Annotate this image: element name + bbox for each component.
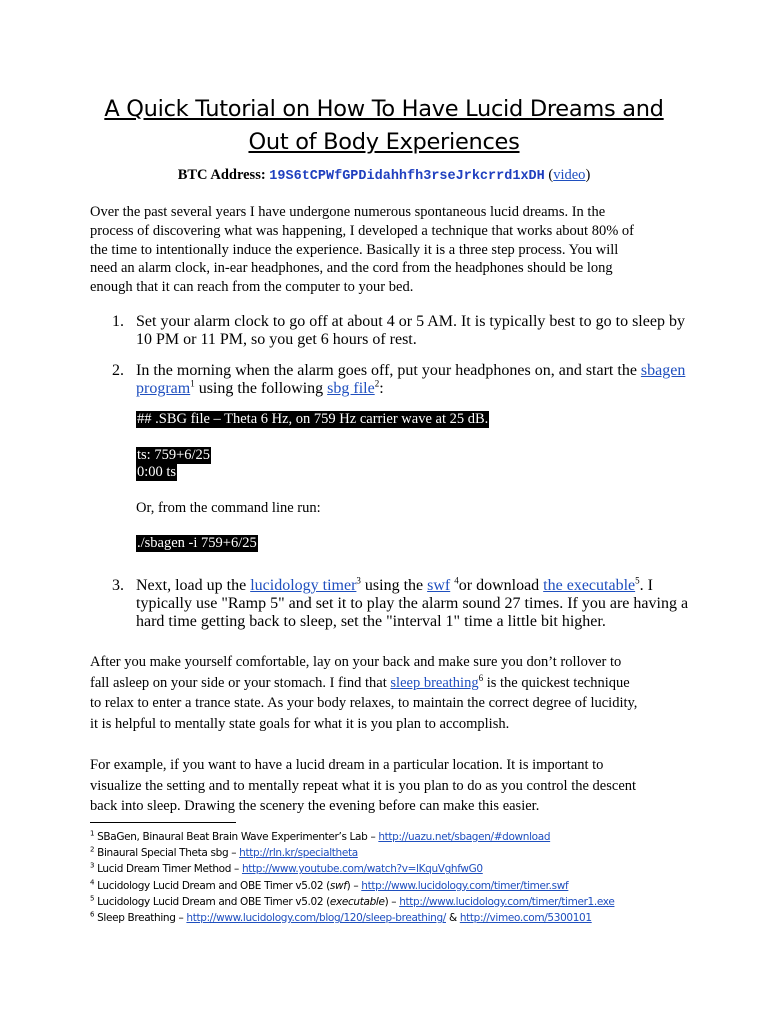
footnote-text: Lucid Dream Timer Method – [94, 863, 242, 876]
footnote-number: 3 [90, 861, 95, 870]
footnote-ref-1[interactable]: 1 [190, 378, 195, 389]
step-3-mid1: using the [360, 577, 428, 594]
example-line: back into sleep. Drawing the scenery the evening before can make this easier. [90, 798, 540, 814]
step-line [136, 380, 696, 398]
footnote-text: Binaural Special Theta sbg – [94, 847, 240, 860]
page-title [60, 93, 708, 159]
video-paren-open: ( [548, 167, 554, 183]
footnote-separator [90, 822, 236, 823]
btc-label: BTC Address: [177, 167, 266, 183]
footnote-number: 5 [90, 894, 95, 903]
footnote-2 [90, 845, 730, 861]
footnote-link[interactable]: http://www.lucidology.com/timer/timer1.exe [399, 895, 615, 908]
footnote-ref-4[interactable]: 4 [454, 575, 459, 586]
footnote-number: 4 [90, 878, 95, 887]
footnote-ref-5[interactable]: 5 [635, 575, 640, 586]
command-line-intro: Or, from the command line run: [136, 500, 321, 516]
title-line-2: Out of Body Experiences [248, 129, 520, 155]
step-line: typically use "Ramp 5" and set it to play the alarm sound 27 times. If you are having a [136, 595, 689, 612]
step-2-end: : [379, 380, 384, 397]
sleep-breathing-link[interactable]: sleep breathing [390, 674, 479, 691]
example-paragraph [90, 755, 680, 817]
footnote-text: Sleep Breathing – [94, 912, 187, 925]
example-line: visualize the setting and to mentally repeat what it is you plan to do as you control the descent [90, 777, 637, 794]
sbagen-link[interactable]: sbagen [640, 362, 686, 379]
video-paren-close: ) [585, 167, 591, 183]
step-line: Set your alarm clock to go off at about 4 or 5 AM. It is typically best to go to sleep by [136, 313, 685, 330]
sbg-file-link[interactable]: sbg file [327, 380, 375, 397]
footnote-text: Lucidology Lucid Dream and OBE Timer v5.02 ( [94, 895, 330, 908]
after-paragraph [90, 652, 680, 734]
footnote-4 [90, 878, 730, 894]
after-text: is the quickest technique [483, 674, 630, 691]
intro-line: Over the past several years I have undergone numerous spontaneous lucid dreams. In the [90, 204, 606, 220]
footnote-link[interactable]: http://www.lucidology.com/timer/timer.swf [361, 879, 569, 892]
after-text: fall asleep on your side or your stomach. I find that [90, 674, 391, 691]
step-number: 2. [112, 362, 124, 379]
step-3-text: Next, load up the [136, 577, 251, 594]
command-code-block [136, 535, 258, 552]
executable-link[interactable]: the executable [543, 577, 636, 594]
sbg-code-block-2 [136, 447, 211, 481]
step-text [136, 362, 696, 398]
example-line: For example, if you want to have a lucid dream in a particular location. It is important to [90, 757, 604, 773]
step-text [136, 577, 696, 631]
btc-address-line [0, 167, 768, 184]
step-2-mid: using the following [194, 380, 328, 397]
step-number: 3. [112, 577, 124, 594]
step-line [136, 577, 696, 595]
code-line: 0:00 ts [137, 464, 177, 480]
footnote-text: SBaGen, Binaural Beat Brain Wave Experimenter’s Lab – [94, 831, 379, 843]
footnote-3 [90, 861, 730, 877]
footnote-5 [90, 894, 730, 910]
footnote-link[interactable]: http://rln.kr/specialtheta [239, 847, 358, 860]
sbg-code-block [136, 411, 489, 428]
intro-line: enough that it can reach from the computer to your bed. [90, 279, 414, 296]
footnote-ref-6[interactable]: 6 [478, 672, 484, 683]
swf-link[interactable]: swf [427, 577, 451, 594]
footnote-link[interactable]: http://uazu.net/sbagen/#download [378, 831, 551, 843]
footnote-link[interactable]: http://www.lucidology.com/blog/120/sleep-breathing/ [186, 912, 446, 925]
code-line: ## .SBG file – Theta 6 Hz, on 759 Hz carrier wave at 25 dB. [137, 411, 489, 427]
footnote-ref-2[interactable]: 2 [374, 378, 380, 389]
footnote-number: 6 [90, 910, 95, 919]
footnote-link[interactable]: http://www.youtube.com/watch?v=lKquVghfwG0 [241, 863, 483, 876]
btc-address[interactable]: 19S6tCPWfGPDidahhfh3rseJrkcrrd1xDH [269, 169, 545, 184]
footnote-emphasis: executable [329, 895, 385, 908]
footnote-1 [90, 829, 730, 845]
footnote-emphasis: swf [329, 879, 347, 892]
step-2-text: In the morning when the alarm goes off, put your headphones on, and start the [136, 362, 641, 379]
intro-line: process of discovering what was happening, I developed a technique that works about 80% of [90, 222, 634, 239]
footnote-ref-3[interactable]: 3 [356, 575, 361, 586]
step-3-end: . I [639, 577, 653, 594]
intro-line: need an alarm clock, in-ear headphones, and the cord from the headphones should be long [90, 260, 613, 277]
footnote-number: 2 [90, 845, 95, 854]
footnote-text: ) – [384, 895, 400, 908]
footnote-6 [90, 910, 730, 926]
after-line: it is helpful to mentally state goals for what it is you plan to accomplish. [90, 715, 510, 732]
sbagen-program-link[interactable]: program [136, 380, 191, 397]
lucidology-timer-link[interactable]: lucidology timer [250, 577, 357, 594]
title-line-1: A Quick Tutorial on How To Have Lucid Dreams and [104, 96, 664, 122]
step-line: hard time getting back to sleep, set the "interval 1" time a little bit higher. [136, 613, 606, 630]
after-line: After you make yourself comfortable, lay on your back and make sure you don’t rollover to [90, 654, 622, 670]
step-text [136, 313, 696, 349]
footnote-text: ) – [346, 879, 362, 892]
video-link[interactable]: video [553, 167, 586, 183]
footnote-text: & [446, 912, 460, 925]
footnote-text: Lucidology Lucid Dream and OBE Timer v5.02 ( [94, 879, 330, 892]
intro-paragraph [90, 203, 680, 297]
code-line: ts: 759+6/25 [137, 447, 211, 463]
step-3-mid2: or download [458, 577, 544, 594]
after-line: to relax to enter a trance state. As your body relaxes, to maintain the correct degree of lucidity, [90, 695, 638, 711]
after-line [90, 673, 680, 694]
code-line: ./sbagen -i 759+6/25 [137, 535, 257, 551]
footnote-number: 1 [90, 829, 95, 838]
step-line [136, 362, 696, 380]
step-line: 10 PM or 11 PM, so you get 6 hours of rest. [136, 331, 417, 348]
intro-line: the time to intentionally induce the experience. Basically it is a three step process. You will [90, 241, 619, 258]
footnotes [90, 829, 730, 926]
footnote-link[interactable]: http://vimeo.com/5300101 [459, 912, 592, 925]
step-number: 1. [112, 313, 124, 330]
